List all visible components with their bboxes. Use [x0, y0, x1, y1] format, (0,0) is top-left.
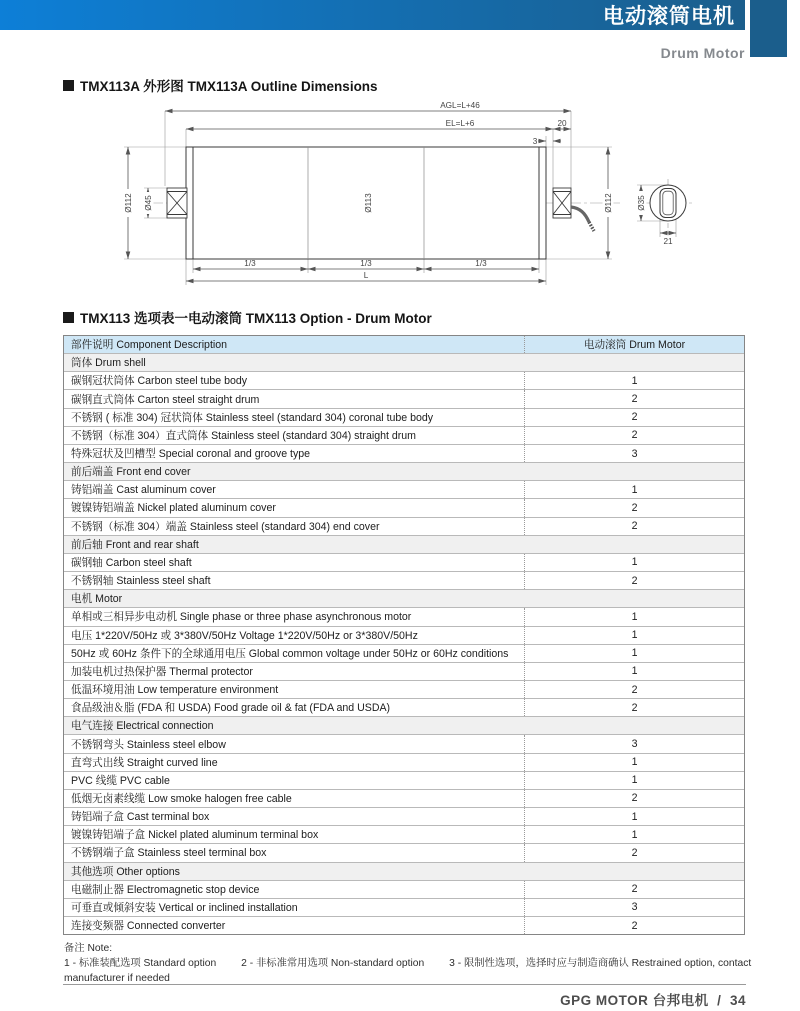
component-label-cell: 铸铝端盖 Cast aluminum cover — [64, 481, 525, 498]
footer-page-number: 34 — [729, 993, 746, 1008]
table-row — [64, 645, 744, 663]
option-value-cell: 2 — [631, 520, 638, 533]
table-row — [64, 481, 744, 499]
table-section-row — [64, 536, 744, 554]
component-label-cell: PVC 线缆 PVC cable — [64, 772, 525, 789]
table-row — [64, 699, 744, 717]
option-value-cell: 1 — [631, 665, 638, 678]
option-value-cell: 1 — [631, 774, 638, 787]
component-label-cell: 不锈钢 ( 标准 304) 冠状筒体 Stainless steel (standard 304) coronal tube body — [64, 409, 525, 426]
corner-accent-block — [750, 0, 787, 57]
component-label-cell: 碳钢冠状筒体 Carbon steel tube body — [64, 372, 525, 389]
table-row — [64, 808, 744, 826]
table-row — [64, 427, 744, 445]
footer-divider — [63, 984, 746, 985]
footer-brand: GPG MOTOR 台邦电机 — [560, 993, 709, 1008]
note-item-2: 2 - 非标准常用选项 Non-standard option — [241, 958, 425, 969]
table-row — [64, 899, 744, 917]
dim-label-20: 20 — [557, 119, 567, 128]
option-value-cell: 1 — [631, 810, 638, 823]
table-row — [64, 445, 744, 463]
dim-label-third-2: 1/3 — [360, 259, 372, 268]
footer — [63, 989, 746, 1009]
component-label-cell: 可垂直或倾斜安装 Vertical or inclined installation — [64, 899, 525, 916]
table-row — [64, 917, 744, 934]
table-row — [64, 881, 744, 899]
table-row — [64, 409, 744, 427]
component-label-cell: 电磁制止器 Electromagnetic stop device — [64, 881, 525, 898]
section-label-cell: 电气连接 Electrical connection — [71, 720, 214, 733]
table-section-row — [64, 717, 744, 735]
component-label-cell: 连接变频器 Connected converter — [64, 917, 525, 934]
dim-label-d35: Ø35 — [636, 195, 646, 211]
section-label-cell: 电机 Motor — [71, 593, 123, 606]
notes-items — [64, 956, 754, 986]
component-label-cell: 碳钢直式筒体 Carton steel straight drum — [64, 390, 525, 407]
component-label-cell: 加装电机过热保护器 Thermal protector — [64, 663, 525, 680]
option-value-cell: 2 — [631, 846, 638, 859]
component-label-cell: 不锈钢（标准 304）端盖 Stainless steel (standard 304) end cover — [64, 518, 525, 535]
outline-section-title — [63, 75, 378, 95]
section-label-cell: 筒体 Drum shell — [71, 357, 146, 370]
option-value-cell: 1 — [631, 374, 638, 387]
option-value-cell: 3 — [631, 738, 638, 751]
cable — [571, 207, 589, 222]
outline-dimension-drawing — [60, 96, 720, 303]
note-item-3: 3 - 限制性选项，选择时应与制造商确认 Restrained option, contact manufacturer if needed — [64, 958, 752, 984]
option-value-cell: 2 — [631, 411, 638, 424]
option-value-cell: 2 — [631, 393, 638, 406]
table-section-row — [64, 590, 744, 608]
outline-section-label: TMX113A 外形图 TMX113A Outline Dimensions — [80, 79, 378, 94]
table-row — [64, 663, 744, 681]
option-table — [63, 335, 745, 935]
option-value-cell: 2 — [631, 792, 638, 805]
section-label-cell: 前后端盖 Front end cover — [71, 466, 191, 479]
note-item-1: 1 - 标准装配选项 Standard option — [64, 958, 217, 969]
header-cell-drum-motor: 电动滚筒 Drum Motor — [583, 339, 686, 352]
option-value-cell: 2 — [631, 883, 638, 896]
table-row — [64, 572, 744, 590]
table-row — [64, 499, 744, 517]
section-label-cell: 前后轴 Front and rear shaft — [71, 538, 199, 551]
component-label-cell: 低烟无卤素线缆 Low smoke halogen free cable — [64, 790, 525, 807]
footer-separator: / — [717, 993, 722, 1008]
table-section-row — [64, 463, 744, 481]
component-label-cell: 不锈钢轴 Stainless steel shaft — [64, 572, 525, 589]
table-row — [64, 790, 744, 808]
component-label-cell: 不锈钢弯头 Stainless steel elbow — [64, 735, 525, 752]
dim-label-d112-right: Ø112 — [603, 193, 613, 213]
table-row — [64, 554, 744, 572]
table-row — [64, 518, 744, 536]
option-value-cell: 3 — [631, 901, 638, 914]
component-label-cell: 特殊冠状及凹槽型 Special coronal and groove type — [64, 445, 525, 462]
option-value-cell: 1 — [631, 647, 638, 660]
dim-label-third-3: 1/3 — [475, 259, 487, 268]
notes-block — [64, 941, 754, 986]
header-cell-component: 部件说明 Component Description — [64, 336, 525, 353]
section-marker-icon — [63, 312, 74, 323]
component-label-cell: 不锈钢（标准 304）直式筒体 Stainless steel (standard 304) straight drum — [64, 427, 525, 444]
dim-label-length: L — [363, 271, 369, 280]
component-label-cell: 碳钢轴 Carbon steel shaft — [64, 554, 525, 571]
option-value-cell: 1 — [631, 483, 638, 496]
dim-label-d112-left: Ø112 — [123, 193, 133, 213]
option-value-cell: 3 — [631, 447, 638, 460]
component-label-cell: 单相或三相异步电动机 Single phase or three phase asynchronous motor — [64, 608, 525, 625]
section-marker-icon — [63, 80, 74, 91]
table-row — [64, 681, 744, 699]
option-value-cell: 2 — [631, 919, 638, 932]
option-value-cell: 2 — [631, 429, 638, 442]
component-label-cell: 不锈钢端子盒 Stainless steel terminal box — [64, 844, 525, 861]
page-title-cn: 电动滚筒电机 — [603, 5, 735, 28]
option-value-cell: 2 — [631, 683, 638, 696]
table-row — [64, 627, 744, 645]
dim-label-3: 3 — [532, 137, 538, 146]
section-label-cell: 其他选项 Other options — [71, 865, 180, 878]
component-label-cell: 铸铝端子盒 Cast terminal box — [64, 808, 525, 825]
notes-title: 备注 Note: — [64, 943, 113, 954]
component-label-cell: 镀镍铸铝端子盒 Nickel plated aluminum terminal box — [64, 826, 525, 843]
option-value-cell: 1 — [631, 756, 638, 769]
drum-motor-drawing-svg — [60, 96, 720, 303]
table-row — [64, 608, 744, 626]
option-value-cell: 1 — [631, 556, 638, 569]
dim-label-agl: AGL=L+46 — [440, 101, 480, 110]
table-row — [64, 735, 744, 753]
dim-label-el: EL=L+6 — [445, 119, 475, 128]
component-label-cell: 镀镍铸铝端盖 Nickel plated aluminum cover — [64, 499, 525, 516]
option-section-title — [63, 307, 432, 327]
option-value-cell: 1 — [631, 629, 638, 642]
dim-label-21: 21 — [663, 237, 673, 246]
table-row — [64, 844, 744, 862]
dim-label-d113: Ø113 — [363, 193, 373, 213]
table-header-row — [64, 336, 744, 354]
component-label-cell: 电压 1*220V/50Hz 或 3*380V/50Hz Voltage 1*220V/50Hz or 3*380V/50Hz — [64, 627, 525, 644]
dim-label-third-1: 1/3 — [244, 259, 256, 268]
page-subtitle-en: Drum Motor — [660, 45, 745, 61]
component-label-cell: 50Hz 或 60Hz 条件下的全球通用电压 Global common voltage under 50Hz or 60Hz conditions — [64, 645, 525, 662]
option-value-cell: 2 — [631, 501, 638, 514]
option-value-cell: 2 — [631, 574, 638, 587]
table-row — [64, 390, 744, 408]
component-label-cell: 直弯式出线 Straight curved line — [64, 754, 525, 771]
component-label-cell: 低温环境用油 Low temperature environment — [64, 681, 525, 698]
dim-label-d45: Ø45 — [143, 195, 153, 211]
table-row — [64, 826, 744, 844]
table-row — [64, 772, 744, 790]
header-bar — [0, 0, 745, 30]
table-section-row — [64, 863, 744, 881]
table-row — [64, 372, 744, 390]
component-label-cell: 食品级油＆脂 (FDA 和 USDA) Food grade oil & fat (FDA and USDA) — [64, 699, 525, 716]
option-value-cell: 2 — [631, 701, 638, 714]
table-section-row — [64, 354, 744, 372]
option-section-label: TMX113 选项表一电动滚筒 TMX113 Option - Drum Motor — [80, 311, 432, 326]
option-value-cell: 1 — [631, 828, 638, 841]
table-row — [64, 754, 744, 772]
option-value-cell: 1 — [631, 610, 638, 623]
